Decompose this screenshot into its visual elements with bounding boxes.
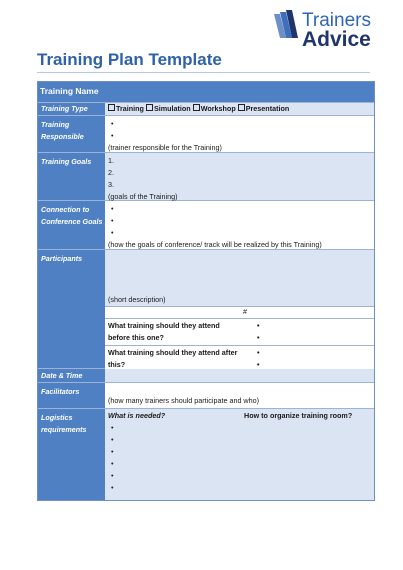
trainers-advice-logo xyxy=(272,10,382,50)
logistics-col-organize: How to organize training room? xyxy=(244,411,353,420)
responsible-content[interactable]: • • (trainer responsible for the Training) xyxy=(105,116,374,152)
label-logistics: Logistics requirements xyxy=(38,409,105,500)
label-goals: Training Goals xyxy=(38,153,105,200)
label-date-time: Date & Time xyxy=(38,369,105,382)
option-presentation[interactable]: Presentation xyxy=(238,104,290,113)
label-training-type: Training Type xyxy=(38,103,105,115)
logistics-content[interactable]: What is needed? • • • • • • How to organize training room? xyxy=(105,409,374,500)
checkbox-icon xyxy=(146,104,153,111)
row-training-type xyxy=(38,103,374,116)
page-title: Training Plan Template xyxy=(37,50,222,69)
training-plan-table xyxy=(37,81,375,501)
logistics-col-needed: What is needed? xyxy=(108,411,166,420)
label-facilitators: Facilitators xyxy=(38,383,105,408)
participants-before-row[interactable]: What training should they attend before this one? • • xyxy=(105,318,374,345)
option-workshop[interactable]: Workshop xyxy=(193,104,236,113)
row-logistics xyxy=(38,409,374,500)
connection-content[interactable]: • • • (how the goals of conference/ track will be realized by this Training) xyxy=(105,201,374,249)
hash-mark: # xyxy=(243,307,247,316)
row-date-time xyxy=(38,369,374,383)
row-participants xyxy=(38,250,374,369)
row-goals xyxy=(38,153,374,201)
participants-description[interactable]: (short description) xyxy=(108,295,166,304)
logo-text-advice: Advice xyxy=(302,28,371,51)
title-divider xyxy=(37,72,370,73)
option-training[interactable]: Training xyxy=(108,104,144,113)
label-responsible: Training Responsible xyxy=(38,116,105,152)
row-connection xyxy=(38,201,374,250)
logo-stripes-icon xyxy=(272,10,302,42)
facilitators-content[interactable]: (how many trainers should participate and who) xyxy=(105,383,374,408)
training-type-options xyxy=(105,103,374,115)
participants-content xyxy=(105,250,374,368)
row-responsible xyxy=(38,116,374,153)
logo-text-trainers: Trainers xyxy=(302,10,371,31)
option-simulation[interactable]: Simulation xyxy=(146,104,191,113)
goals-content[interactable]: 1. 2. 3. (goals of the Training) xyxy=(105,153,374,200)
label-participants: Participants xyxy=(38,250,105,368)
participants-hash-row xyxy=(105,306,374,318)
checkbox-icon xyxy=(193,104,200,111)
checkbox-icon xyxy=(108,104,115,111)
row-facilitators xyxy=(38,383,374,409)
checkbox-icon xyxy=(238,104,245,111)
participants-after-row[interactable]: What training should they attend after this? • • xyxy=(105,345,374,372)
label-connection: Connection to Conference Goals xyxy=(38,201,105,249)
table-header: Training Name xyxy=(38,82,374,103)
date-time-content[interactable] xyxy=(105,369,374,382)
